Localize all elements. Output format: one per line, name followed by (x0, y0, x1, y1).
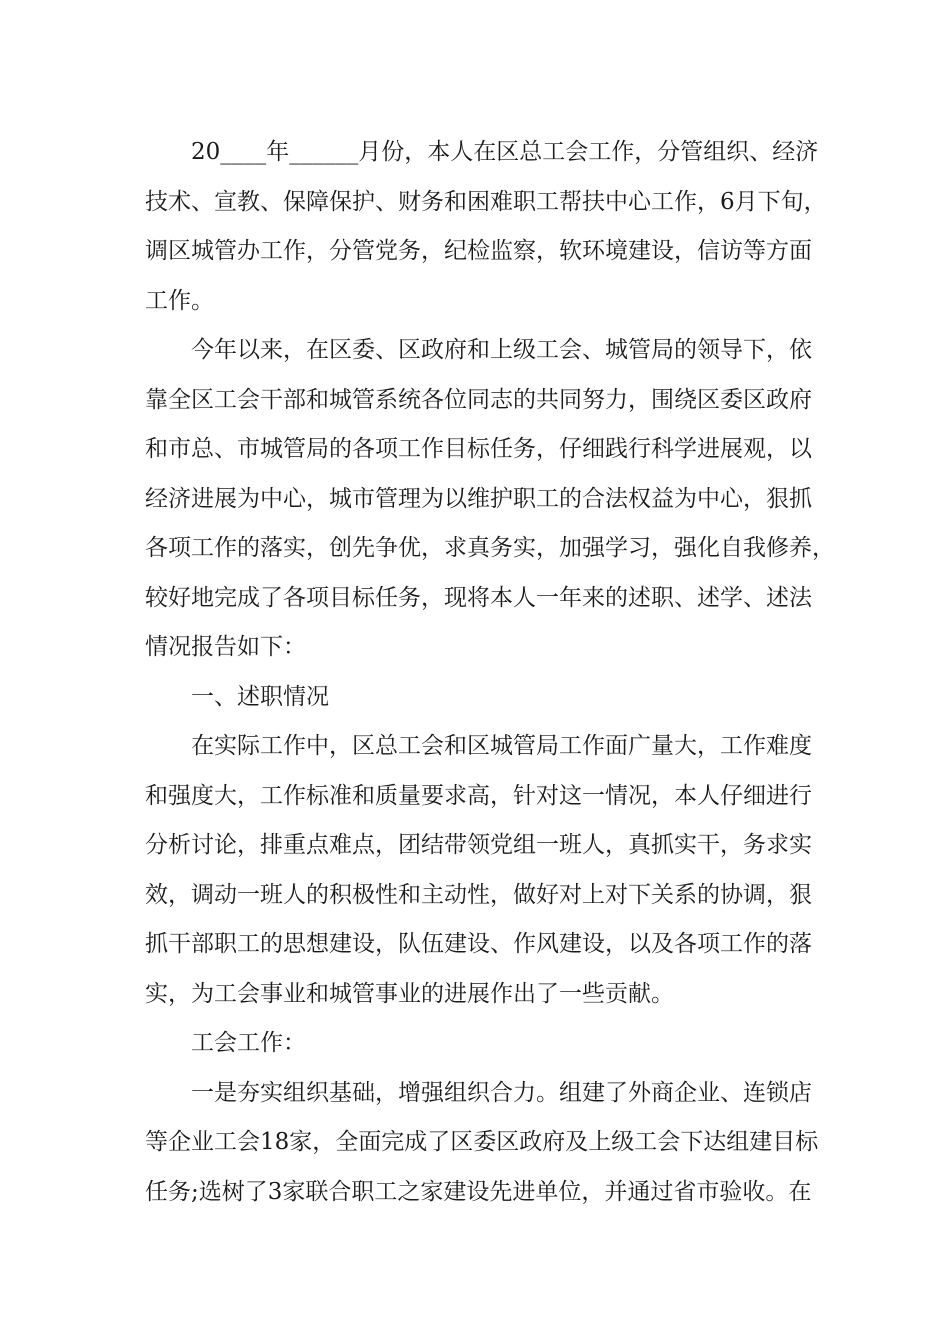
text-line: 工会工作： (191, 1030, 306, 1056)
subheading-union-work (145, 1019, 810, 1069)
text-line: 一是夯实组织基础，增强组织合力。组建了外商企业、连锁店 (191, 1079, 812, 1106)
text-line: 各项工作的落实，创先争优，求真务实，加强学习，强化自我修养， (145, 535, 835, 561)
text-line: 靠全区工会干部和城管系统各位同志的共同努力，围绕区委区政府 (145, 386, 812, 413)
text-line: 调区城管办工作，分管党务，纪检监察，软环境建设，信访等方面 (145, 238, 812, 264)
text-line: 分析讨论，排重点难点，团结带领党组一班人，真抓实干，务求实 (145, 832, 812, 858)
text-line: 一、述职情况 (191, 683, 329, 710)
text-line: 和强度大，工作标准和质量要求高，针对这一情况，本人仔细进行 (145, 782, 812, 809)
paragraph-intro-assignment (145, 128, 827, 326)
text-line: 较好地完成了各项目标任务，现将本人一年来的述职、述学、述法 (145, 584, 812, 611)
text-line: 情况报告如下： (145, 634, 306, 660)
paragraph-union-organization (145, 1069, 819, 1218)
text-line: 20____年______月份，本人在区总工会工作，分管组织、经济 (191, 139, 819, 165)
paragraph-overview (145, 326, 835, 673)
text-line: 经济进展为中心，城市管理为以维护职工的合法权益为中心，狠抓 (145, 485, 812, 512)
text-line: 等企业工会18家，全面完成了区委区政府及上级工会下达组建目标 (145, 1129, 819, 1155)
text-line: 今年以来，在区委、区政府和上级工会、城管局的领导下，依 (191, 337, 812, 363)
text-line: 工作。 (145, 287, 214, 314)
text-line: 效，调动一班人的积极性和主动性，做好对上对下关系的协调，狠 (145, 881, 812, 908)
text-line: 技术、宣教、保障保护、财务和困难职工帮扶中心工作，6月下旬， (145, 188, 827, 215)
document-body (145, 128, 835, 1217)
section-heading-duty-report (145, 673, 810, 723)
text-line: 实，为工会事业和城管事业的进展作出了一些贡献。 (145, 980, 674, 1007)
text-line: 在实际工作中，区总工会和区城管局工作面广量大，工作难度 (191, 733, 812, 759)
text-line: 任务;选树了3家联合职工之家建设先进单位，并通过省市验收。在 (145, 1178, 812, 1205)
paragraph-duty-report (145, 722, 810, 1019)
text-line: 抓干部职工的思想建设，队伍建设、作风建设，以及各项工作的落 (145, 931, 812, 957)
text-line: 和市总、市城管局的各项工作目标任务，仔细践行科学进展观，以 (145, 436, 812, 462)
